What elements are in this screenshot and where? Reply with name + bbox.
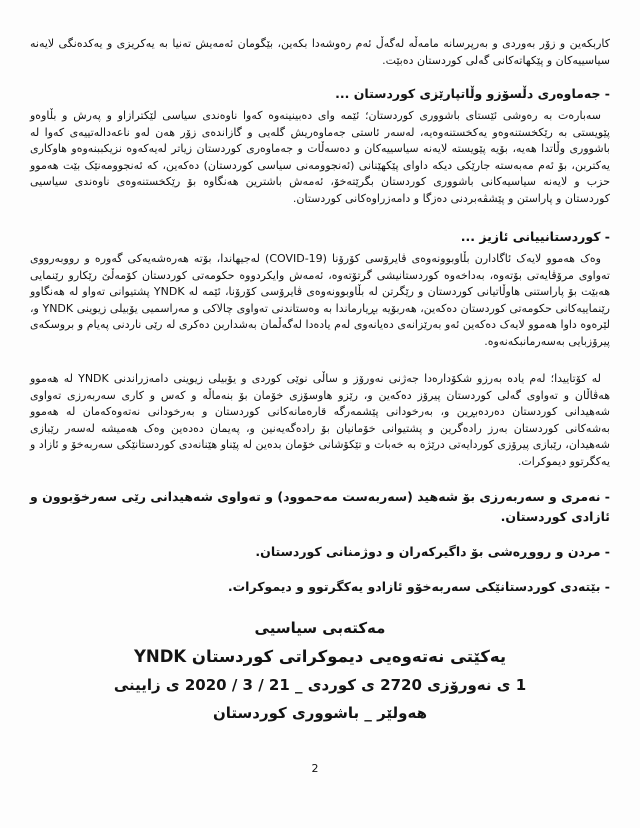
intro-paragraph: کاربکەین و زۆر بەوردی و بەرپرسانە مامەڵە لەگەڵ ئەم رەوشەدا بکەین، بێگومان ئەمەیش تەنیا بە یەکریزی و یەکدەنگی لایەنە سیاسییەکان و پێکهاتەکانی گەلی کوردستان دەبێت.: [30, 37, 610, 67]
slogan-item-martyrs: - نەمری و سەربەرزی بۆ شەهید (سەربەست مەحموود) و تەواوی شەهیدانی رێی سەرخۆبوون و ئازادی کوردستان.: [30, 489, 610, 524]
section-heading-loyal-public: - جەماوەری دڵسۆزو وڵاتپارێزی کوردستان ...: [335, 86, 610, 101]
signature-block: [30, 619, 610, 722]
slogan-item-occupiers: - مردن و رووڕەشی بۆ داگیرکەران و دوژمنانی کوردستان.: [255, 544, 610, 559]
closing-paragraph: لە کۆتاییدا؛ لەم یادە بەرزو شکۆدارەدا جەژنی نەورۆز و ساڵی نوێی کوردی و یۆبیلی زیوینی دامەزراندنی YNDK لە هەموو هەڤاڵان و تەواوی گەلی کوردستان پیرۆز دەکەین و، رێزو هاوسۆزی خۆمان بۆ بنەماڵە و کەس و کاری سەربەرزی تەواوی شەهیدانی کوردستان دەردەبڕین و، بەرخودانی پێشمەرگە قارەمانەکانی کوردستان و بەرخودانی نەتەوەکەمان لە هەموو بەشەکانی کوردستان بەرز رادەگرین و پشتیوانی خۆمانیان بۆ رادەگەیەنین و، پەیمان دەدەین وەک هەمیشە لەسەر رێبازی شەهیدان، رێبازی پیرۆزی کوردایەتی درێژە بە خەبات و تێکۆشانی خۆمان بدەین لە پێناو هێنانەدی کوردستانێکی سەربەخۆ و ئازاد و یەکگرتوو دیموکرات.: [30, 372, 610, 468]
section-heading-dear-kurdistanis: - کوردستانییانی ئازیز ...: [460, 229, 610, 244]
page-number: 2: [311, 762, 319, 775]
slogan-list: [30, 487, 610, 597]
signature-political-bureau: مەکتەبی سیاسیی: [254, 619, 386, 637]
signature-date: 1 ی نەورۆزی 2720 ی کوردی _ 21 / 3 / 2020 ی زایینی: [113, 676, 527, 694]
signature-place: هەولێر _ باشووری کوردستان: [213, 704, 427, 722]
section1-paragraph: سەبارەت بە رەوشی ئێستای باشووری کوردستان؛ ئێمە وای دەبینینەوە کەوا ناوەندی سیاسی لێکترازاو و پەرش و بڵاوەو پێویستی بە رێکخستنەوەو یەکخستنەوەیە، لەسەر ئاستی جەماوەریش گلەیی و گازاندەی زۆر هەن لەو ناعەدالەتییەی کەوا لە باشووری وڵاتدا هەیە، بۆیە پێویستە لایەنە سیاسییەکان و دەسەڵات و جەماوەری کوردستان زیاتر لەیەکەوە نزیکببنەوەو هاوکاری یەکتربن، بۆ ئەم مەبەستە جارێکی دیکە داوای پێکهێنانی (ئەنجوومەنی سیاسی کوردستان) دەکەین، کە ئەنجوومەنێک بێت هەموو حزب و لایەنە سیاسیەکانی باشووری کوردستان بگرێتەخۆ، ئەمەش باشترین هەنگاوە بۆ رێکخستنەوەی ناوەندی سیاسیی کوردستان و پاراستن و پێشڤەبردنی دەزگا و دامەزراوەکانی کوردستان.: [30, 109, 610, 205]
slogan-item-independent-kurdistan: - بێتەدی کوردستانێکی سەربەخۆو ئازادو یەکگرتوو و دیموکرات.: [227, 579, 610, 594]
section2-paragraph: وەک هەموو لایەک ئاگادارن بڵاوبوونەوەی ڤایرۆسی کۆرۆنا (COVID-19) لەجیهاندا، بۆتە هەرەشەیەکی گەورە و رووبەرووی تەواوی مرۆڤایەتی بۆتەوە، بەداخەوە کوردستانیشی گرتۆتەوە، ئەمەش وایکردووە حکومەتی کوردستان کۆمەڵێ رێکارو رێنمایی هەبێت بۆ پاراستنی هاوڵاتیانی کوردستان و رێگرتن لە بڵاوبوونەوەی ڤایرۆسی کۆرۆنا، ئێمە لە YNDK پشتیوانی تەواو لە هەنگاوو رێنماییەکانی حکومەتی کوردستان دەکەین، هەربۆیە بڕیارماندا بە وەستاندنی تەواوی چالاکی و مەراسمیی یۆبیلی زیوینی YNDK و، لێرەوە داوا هەموو لایەک دەکەین ئەو بەرێزانەی دەیانەوی لەم یادەدا لەگەڵمان بەشداربن دەکری لە رێی ناردنی پەیام و بروسکەی پیرۆزبایی بەسەرمانبکەنەوە.: [30, 252, 610, 348]
signature-party-name: یەکێتی نەتەوەیی دیموکراتی کوردستان YNDK: [133, 647, 507, 666]
